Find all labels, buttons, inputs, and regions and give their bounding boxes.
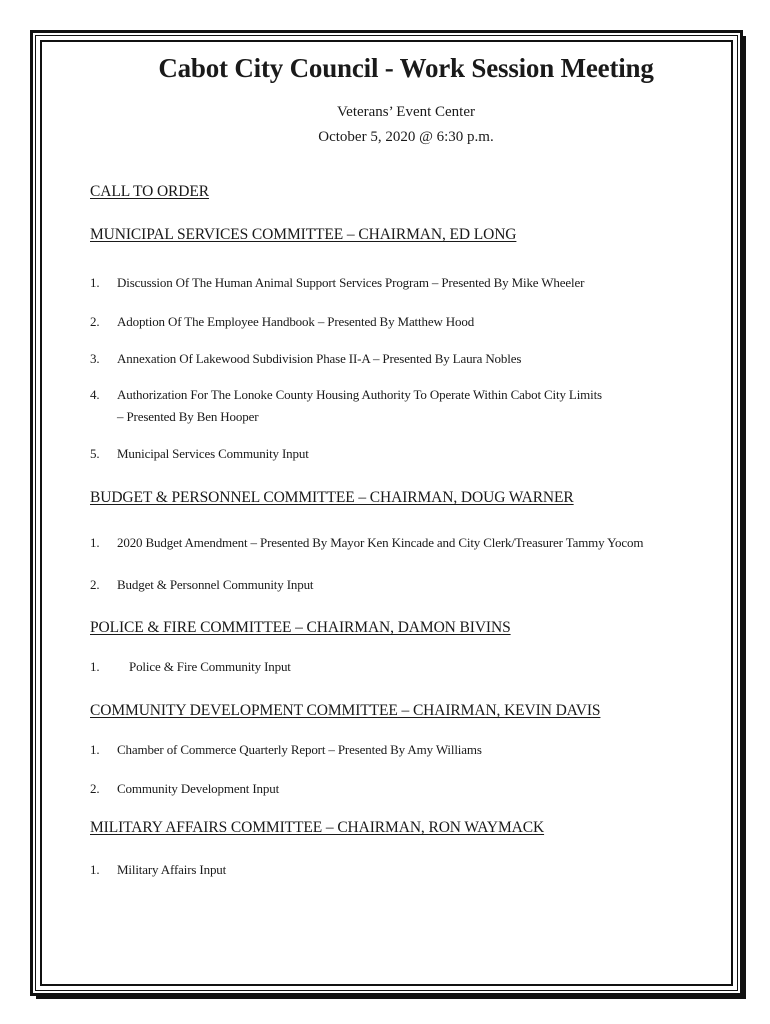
section-heading-budget-personnel: BUDGET & PERSONNEL COMMITTEE – CHAIRMAN, DOUG WARNER bbox=[90, 489, 574, 506]
page-border-shadow-right bbox=[743, 36, 746, 999]
agenda-item bbox=[90, 862, 226, 878]
item-text: Municipal Services Community Input bbox=[117, 446, 309, 461]
agenda-item bbox=[90, 742, 482, 758]
meeting-location: Veterans’ Event Center bbox=[337, 104, 475, 120]
section-heading-police-fire: POLICE & FIRE COMMITTEE – CHAIRMAN, DAMON BIVINS bbox=[90, 619, 511, 636]
agenda-item bbox=[90, 314, 474, 330]
meeting-datetime: October 5, 2020 @ 6:30 p.m. bbox=[318, 129, 494, 145]
item-text: Adoption Of The Employee Handbook – Presented By Matthew Hood bbox=[117, 314, 475, 329]
item-text: Chamber of Commerce Quarterly Report – Presented By Amy Williams bbox=[117, 742, 482, 757]
agenda-item bbox=[90, 275, 584, 291]
item-number: 1. bbox=[90, 659, 100, 674]
agenda-item bbox=[90, 446, 309, 462]
item-text: 2020 Budget Amendment – Presented By Mayor Ken Kincade and City Clerk/Treasurer Tammy Yocom bbox=[117, 535, 644, 550]
item-number: 2. bbox=[90, 577, 100, 592]
section-heading-community-development: COMMUNITY DEVELOPMENT COMMITTEE – CHAIRMAN, KEVIN DAVIS bbox=[90, 702, 601, 719]
item-text-continued: – Presented By Ben Hooper bbox=[117, 409, 259, 424]
item-number: 5. bbox=[90, 446, 100, 461]
page-border-shadow-bottom bbox=[36, 996, 746, 999]
agenda-item bbox=[90, 535, 643, 551]
item-text: Police & Fire Community Input bbox=[129, 659, 291, 674]
item-number: 4. bbox=[90, 387, 100, 402]
call-to-order-heading: CALL TO ORDER bbox=[90, 183, 209, 200]
item-text: Annexation Of Lakewood Subdivision Phase II-A – Presented By Laura Nobles bbox=[117, 351, 522, 366]
agenda-item bbox=[90, 659, 291, 675]
item-number: 1. bbox=[90, 535, 100, 550]
item-text: Military Affairs Input bbox=[117, 862, 227, 877]
item-number: 1. bbox=[90, 742, 100, 757]
section-heading-municipal-services: MUNICIPAL SERVICES COMMITTEE – CHAIRMAN, ED LONG bbox=[90, 226, 517, 243]
document-title: Cabot City Council - Work Session Meeting bbox=[158, 53, 654, 83]
item-text: Authorization For The Lonoke County Housing Authority To Operate Within Cabot City Limits bbox=[117, 387, 602, 402]
item-number: 1. bbox=[90, 862, 100, 877]
item-number: 1. bbox=[90, 275, 100, 290]
item-number: 3. bbox=[90, 351, 100, 366]
item-number: 2. bbox=[90, 781, 100, 796]
section-heading-military-affairs: MILITARY AFFAIRS COMMITTEE – CHAIRMAN, RON WAYMACK bbox=[90, 819, 545, 836]
item-number: 2. bbox=[90, 314, 100, 329]
page-border-inner bbox=[40, 40, 733, 986]
agenda-item bbox=[90, 351, 521, 367]
item-text: Discussion Of The Human Animal Support Services Program – Presented By Mike Wheeler bbox=[117, 275, 585, 290]
agenda-item bbox=[90, 387, 602, 425]
item-text: Budget & Personnel Community Input bbox=[117, 577, 314, 592]
agenda-item bbox=[90, 781, 279, 797]
agenda-item bbox=[90, 577, 313, 593]
item-text: Community Development Input bbox=[117, 781, 280, 796]
